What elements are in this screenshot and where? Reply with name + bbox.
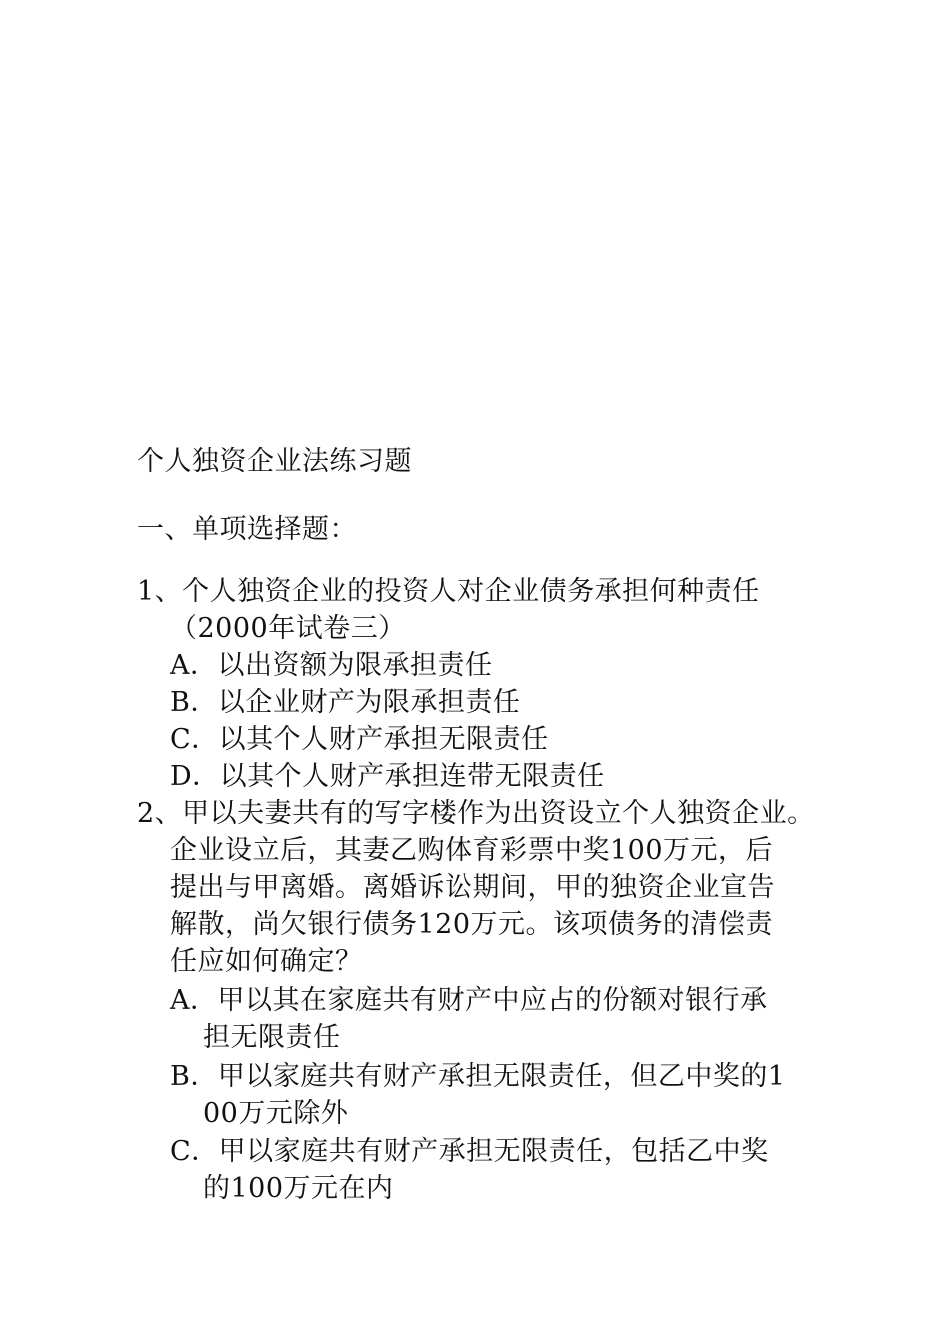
question-stem-line: 任应如何确定？: [170, 946, 363, 977]
question-stem-line: （2000年试卷三）: [170, 613, 406, 644]
question-stem-line: 解散，尚欠银行债务120万元。该项债务的清偿责: [170, 909, 774, 940]
option-a: A．甲以其在家庭共有财产中应占的份额对银行承: [170, 985, 768, 1016]
option-b-continuation: 00万元除外: [203, 1098, 349, 1129]
option-a: A．以出资额为限承担责任: [170, 650, 493, 681]
option-d: D．以其个人财产承担连带无限责任: [170, 761, 605, 792]
option-b: B．以企业财产为限承担责任: [170, 687, 521, 718]
question-stem-line: 企业设立后，其妻乙购体育彩票中奖100万元，后: [170, 835, 774, 866]
option-a-continuation: 担无限责任: [203, 1022, 341, 1053]
question-stem-line: 1、个人独资企业的投资人对企业债务承担何种责任: [137, 576, 760, 607]
option-c-continuation: 的100万元在内: [203, 1173, 394, 1204]
option-b: B．甲以家庭共有财产承担无限责任，但乙中奖的1: [170, 1061, 786, 1092]
option-c: C．甲以家庭共有财产承担无限责任，包括乙中奖: [170, 1136, 769, 1167]
question-stem-line: 2、甲以夫妻共有的写字楼作为出资设立个人独资企业。: [137, 798, 815, 829]
document-title: 个人独资企业法练习题: [137, 446, 412, 477]
question-stem-line: 提出与甲离婚。离婚诉讼期间，甲的独资企业宣告: [170, 872, 775, 903]
section-heading: 一、单项选择题：: [137, 514, 357, 545]
option-c: C．以其个人财产承担无限责任: [170, 724, 549, 755]
